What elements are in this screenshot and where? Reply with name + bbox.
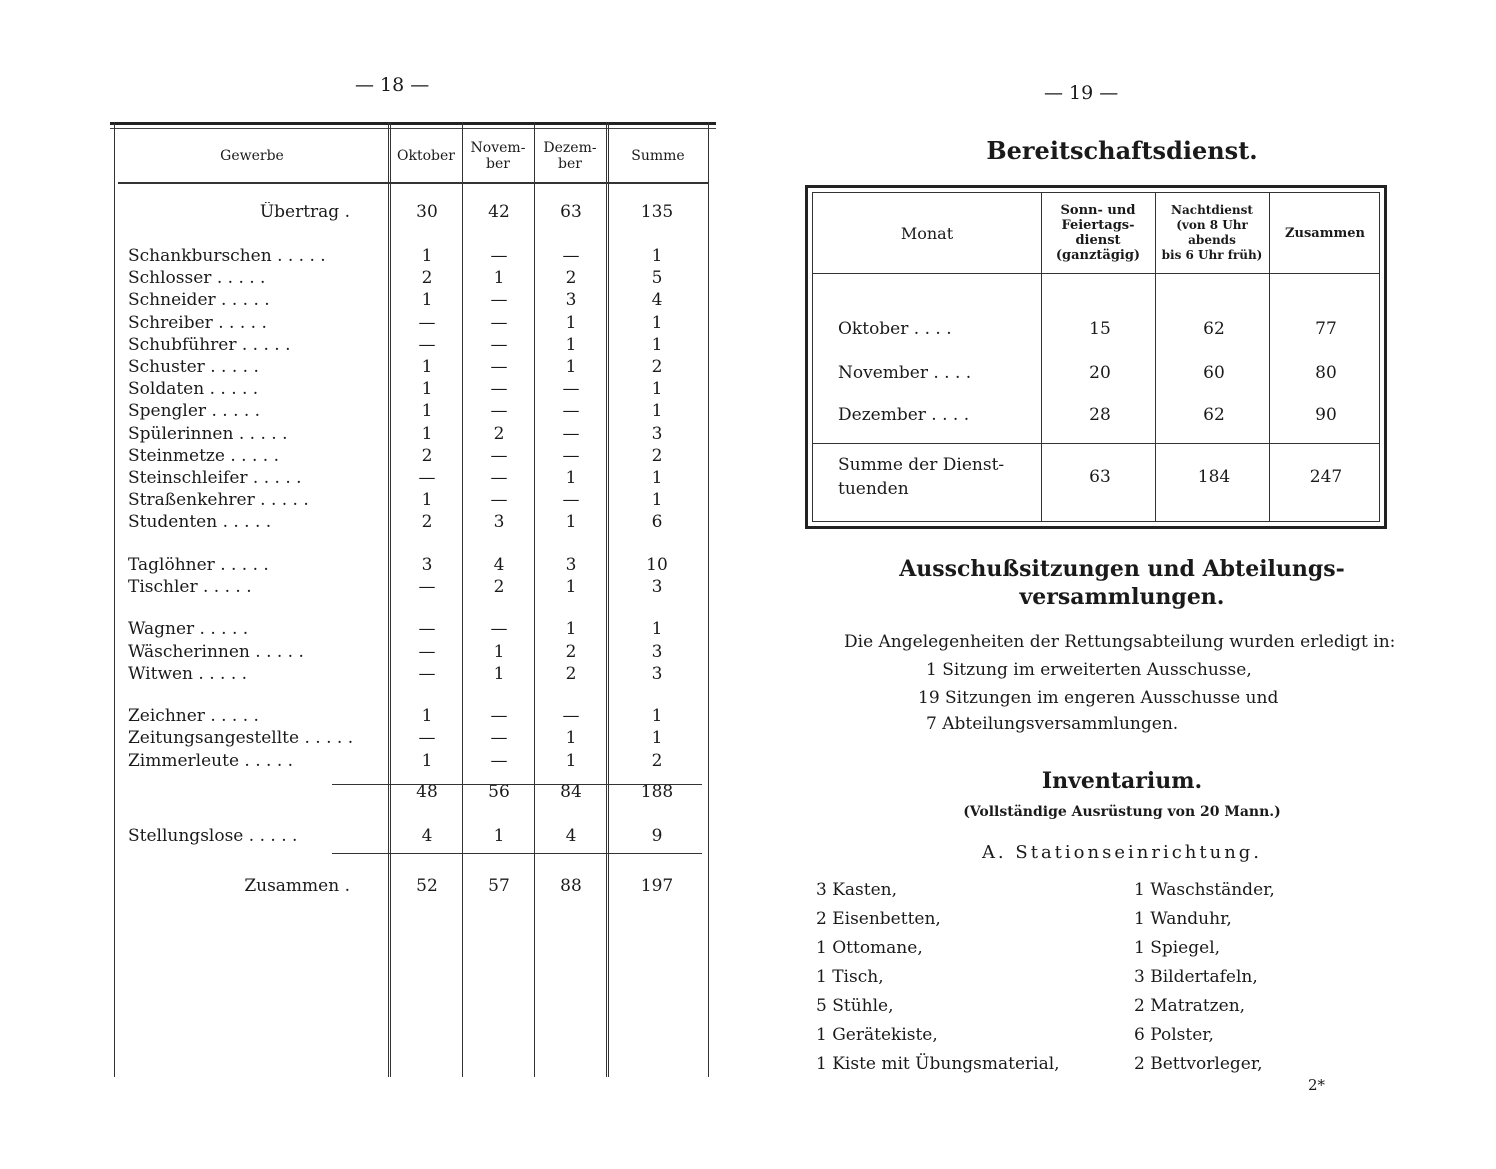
- line-3: 7 Abteilungsversammlungen.: [926, 714, 1179, 734]
- value-summe: 3: [651, 664, 663, 684]
- uebertrag-row: [110, 202, 716, 224]
- table-row: [110, 290, 716, 312]
- table-row: [110, 424, 716, 446]
- table-row: [110, 401, 716, 423]
- value-oktober: 30: [416, 202, 438, 222]
- inventory-item: 3 Bildertafeln,: [1134, 967, 1258, 987]
- title-ausschuss-2: versammlungen.: [1019, 584, 1225, 610]
- value-dezember: 84: [560, 782, 582, 802]
- occupation-name: Straßenkehrer . . . . .: [128, 490, 309, 510]
- value-nacht: 62: [1203, 319, 1225, 339]
- value-november: 2: [493, 577, 505, 597]
- occupation-name: Zimmerleute . . . . .: [128, 751, 294, 771]
- inventory-item: 2 Eisenbetten,: [816, 909, 941, 929]
- inventory-item: 6 Polster,: [1134, 1025, 1214, 1045]
- header-zusammen: Zusammen: [1285, 225, 1365, 241]
- value-sonn: 15: [1089, 319, 1111, 339]
- value-dezember: 1: [565, 728, 577, 748]
- value-oktober: —: [418, 642, 436, 662]
- header-november: Novem- ber: [470, 140, 526, 172]
- value-nacht: 60: [1203, 363, 1225, 383]
- month-name: Dezember . . . .: [838, 405, 970, 425]
- value-dezember: —: [562, 490, 580, 510]
- value-summe: 188: [640, 782, 674, 802]
- value-november: —: [490, 446, 508, 466]
- value-zusammen: 80: [1315, 363, 1337, 383]
- occupation-name: Spengler . . . . .: [128, 401, 261, 421]
- value-dezember: —: [562, 379, 580, 399]
- value-zusammen: 90: [1315, 405, 1337, 425]
- value-nacht: 62: [1203, 405, 1225, 425]
- occupation-name: Schreiber . . . . .: [128, 313, 267, 333]
- value-november: 1: [493, 664, 505, 684]
- value-summe: 1: [651, 401, 663, 421]
- value-oktober: —: [418, 728, 436, 748]
- value-summe: 1: [651, 379, 663, 399]
- value-summe: 2: [651, 446, 663, 466]
- value-oktober: 1: [421, 357, 433, 377]
- value-oktober: 2: [421, 446, 433, 466]
- table-row: [110, 335, 716, 357]
- stellungslose-row: [110, 826, 716, 848]
- total-label-2: tuenden: [838, 479, 909, 499]
- header-nacht: Nachtdienst (von 8 Uhr abends bis 6 Uhr früh): [1161, 203, 1263, 262]
- table-row: [110, 313, 716, 335]
- page-number-19: — 19 —: [1044, 82, 1119, 104]
- table-row: [110, 577, 716, 599]
- occupation-name: Schankburschen . . . . .: [128, 246, 326, 266]
- inventory-item: 1 Tisch,: [816, 967, 884, 987]
- inventory-item: 1 Spiegel,: [1134, 938, 1221, 958]
- header-dezember: Dezem- ber: [543, 140, 597, 172]
- table-row: [110, 446, 716, 468]
- value-oktober: 1: [421, 751, 433, 771]
- value-summe: 3: [651, 642, 663, 662]
- table-row: [110, 268, 716, 290]
- value-dezember: 1: [565, 619, 577, 639]
- occupation-name: Tischler . . . . .: [128, 577, 252, 597]
- value-oktober: 48: [416, 782, 438, 802]
- value-november: —: [490, 246, 508, 266]
- value-dezember: —: [562, 424, 580, 444]
- value-zusammen: 77: [1315, 319, 1337, 339]
- value-oktober: 1: [421, 424, 433, 444]
- value-summe: 10: [646, 555, 668, 575]
- value-november: —: [490, 335, 508, 355]
- value-dezember: —: [562, 401, 580, 421]
- value-summe: 1: [651, 728, 663, 748]
- inventory-item: 2 Bettvorleger,: [1134, 1054, 1263, 1074]
- inventory-item: 1 Ottomane,: [816, 938, 923, 958]
- value-november: —: [490, 401, 508, 421]
- value-oktober: 1: [421, 379, 433, 399]
- value-summe: 1: [651, 246, 663, 266]
- value-dezember: 1: [565, 313, 577, 333]
- value-november: —: [490, 468, 508, 488]
- value-summe: 1: [651, 706, 663, 726]
- signature-mark: 2*: [1308, 1076, 1326, 1094]
- page-number-18: — 18 —: [355, 74, 430, 96]
- subtotal-row: [110, 782, 716, 804]
- month-name: Oktober . . . .: [838, 319, 952, 339]
- value-oktober: 2: [421, 268, 433, 288]
- value-dezember: —: [562, 246, 580, 266]
- value-oktober: —: [418, 619, 436, 639]
- value-november: 2: [493, 424, 505, 444]
- inventory-item: 1 Waschständer,: [1134, 880, 1275, 900]
- total-sonn: 63: [1089, 467, 1111, 487]
- occupation-name: Zusammen .: [244, 876, 350, 896]
- value-summe: 3: [651, 577, 663, 597]
- value-november: —: [490, 313, 508, 333]
- occupation-name: Schneider . . . . .: [128, 290, 270, 310]
- value-dezember: 4: [565, 826, 577, 846]
- value-november: —: [490, 357, 508, 377]
- occupation-name: Schlosser . . . . .: [128, 268, 266, 288]
- table-row: [110, 357, 716, 379]
- value-summe: 6: [651, 512, 663, 532]
- table-row: [110, 728, 716, 750]
- value-oktober: 1: [421, 246, 433, 266]
- header-monat: Monat: [900, 223, 954, 243]
- occupation-name: Übertrag .: [259, 202, 350, 222]
- value-summe: 2: [651, 357, 663, 377]
- duty-table: [805, 185, 1387, 529]
- occupation-name: Studenten . . . . .: [128, 512, 272, 532]
- value-oktober: 4: [421, 826, 433, 846]
- header-sonn: Sonn- und Feiertags- dienst (ganztägig): [1055, 203, 1141, 263]
- table-row: [110, 751, 716, 773]
- value-oktober: 1: [421, 706, 433, 726]
- header-gewerbe: Gewerbe: [220, 148, 284, 164]
- value-summe: 1: [651, 490, 663, 510]
- value-sonn: 28: [1089, 405, 1111, 425]
- occupation-table: [110, 122, 716, 1077]
- value-november: —: [490, 379, 508, 399]
- month-name: November . . . .: [838, 363, 972, 383]
- value-dezember: 1: [565, 512, 577, 532]
- value-november: 1: [493, 642, 505, 662]
- table-row: [110, 555, 716, 577]
- station-title: A. Stationseinrichtung.: [981, 842, 1263, 863]
- value-november: 1: [493, 826, 505, 846]
- value-dezember: 88: [560, 876, 582, 896]
- line-2: 19 Sitzungen im engeren Ausschusse und: [918, 688, 1279, 708]
- occupation-name: Soldaten . . . . .: [128, 379, 259, 399]
- inventory-item: 1 Kiste mit Übungsmaterial,: [816, 1054, 1060, 1074]
- zusammen-row: [110, 876, 716, 898]
- value-summe: 2: [651, 751, 663, 771]
- value-summe: 1: [651, 619, 663, 639]
- occupation-name: Taglöhner . . . . .: [128, 555, 269, 575]
- value-dezember: —: [562, 446, 580, 466]
- table-row: [110, 512, 716, 534]
- occupation-name: Spülerinnen . . . . .: [128, 424, 288, 444]
- value-oktober: 52: [416, 876, 438, 896]
- value-sonn: 20: [1089, 363, 1111, 383]
- value-dezember: 1: [565, 468, 577, 488]
- value-dezember: 2: [565, 268, 577, 288]
- table-row: [110, 246, 716, 268]
- occupation-name: Wagner . . . . .: [128, 619, 249, 639]
- value-oktober: —: [418, 577, 436, 597]
- inventory-item: 2 Matratzen,: [1134, 996, 1246, 1016]
- total-line: [332, 853, 702, 854]
- value-november: 1: [493, 268, 505, 288]
- value-november: 56: [488, 782, 510, 802]
- occupation-name: Schuster . . . . .: [128, 357, 259, 377]
- table-row: [110, 490, 716, 512]
- inventar-subtitle: (Vollständige Ausrüstung von 20 Mann.): [963, 804, 1281, 820]
- occupation-name: Wäscherinnen . . . . .: [128, 642, 304, 662]
- inventory-item: 3 Kasten,: [816, 880, 898, 900]
- value-summe: 1: [651, 468, 663, 488]
- value-dezember: 1: [565, 335, 577, 355]
- table-row: [110, 619, 716, 641]
- value-oktober: —: [418, 313, 436, 333]
- value-november: —: [490, 728, 508, 748]
- value-summe: 135: [640, 202, 674, 222]
- value-summe: 4: [651, 290, 663, 310]
- value-november: 42: [488, 202, 510, 222]
- value-dezember: 1: [565, 357, 577, 377]
- header-summe: Summe: [631, 148, 685, 164]
- value-oktober: 1: [421, 490, 433, 510]
- table-row: [110, 379, 716, 401]
- value-dezember: 3: [565, 290, 577, 310]
- total-label-1: Summe der Dienst-: [838, 455, 1005, 475]
- occupation-name: Steinschleifer . . . . .: [128, 468, 302, 488]
- title-bereitschaftsdienst: Bereitschaftsdienst.: [986, 136, 1258, 165]
- occupation-name: Zeichner . . . . .: [128, 706, 259, 726]
- occupation-name: Stellungslose . . . . .: [128, 826, 298, 846]
- value-november: 3: [493, 512, 505, 532]
- title-ausschuss-1: Ausschußsitzungen und Abteilungs-: [899, 556, 1345, 582]
- value-dezember: 2: [565, 642, 577, 662]
- occupation-name: Steinmetze . . . . .: [128, 446, 279, 466]
- line-1: 1 Sitzung im erweiterten Ausschusse,: [926, 660, 1252, 680]
- value-november: 4: [493, 555, 505, 575]
- title-inventarium: Inventarium.: [1041, 768, 1203, 794]
- value-dezember: 2: [565, 664, 577, 684]
- value-november: —: [490, 751, 508, 771]
- value-summe: 1: [651, 313, 663, 333]
- value-november: —: [490, 706, 508, 726]
- header-oktober: Oktober: [397, 148, 455, 164]
- inventory-item: 5 Stühle,: [816, 996, 894, 1016]
- occupation-name: Schubführer . . . . .: [128, 335, 291, 355]
- value-oktober: 3: [421, 555, 433, 575]
- inventory-item: 1 Gerätekiste,: [816, 1025, 938, 1045]
- value-summe: 5: [651, 268, 663, 288]
- value-oktober: —: [418, 468, 436, 488]
- right-page: [748, 0, 1496, 1169]
- occupation-name: Witwen . . . . .: [128, 664, 248, 684]
- table-row: [110, 706, 716, 728]
- value-summe: 197: [640, 876, 674, 896]
- value-dezember: 3: [565, 555, 577, 575]
- value-dezember: —: [562, 706, 580, 726]
- total-nacht: 184: [1197, 467, 1231, 487]
- value-oktober: 1: [421, 290, 433, 310]
- value-summe: 1: [651, 335, 663, 355]
- value-november: 57: [488, 876, 510, 896]
- value-dezember: 1: [565, 751, 577, 771]
- value-november: —: [490, 619, 508, 639]
- table-row: [110, 468, 716, 490]
- value-dezember: 63: [560, 202, 582, 222]
- table-row: [110, 664, 716, 686]
- value-summe: 3: [651, 424, 663, 444]
- value-dezember: 1: [565, 577, 577, 597]
- subtotal-line: [332, 784, 702, 785]
- intro-text: Die Angelegenheiten der Rettungsabteilung wurden erledigt in:: [844, 632, 1396, 652]
- value-november: —: [490, 290, 508, 310]
- inventory-item: 1 Wanduhr,: [1134, 909, 1232, 929]
- value-oktober: 2: [421, 512, 433, 532]
- value-oktober: 1: [421, 401, 433, 421]
- value-oktober: —: [418, 664, 436, 684]
- occupation-name: Zeitungsangestellte . . . . .: [128, 728, 354, 748]
- value-summe: 9: [651, 826, 663, 846]
- value-oktober: —: [418, 335, 436, 355]
- table-row: [110, 642, 716, 664]
- total-zusammen: 247: [1309, 467, 1343, 487]
- value-november: —: [490, 490, 508, 510]
